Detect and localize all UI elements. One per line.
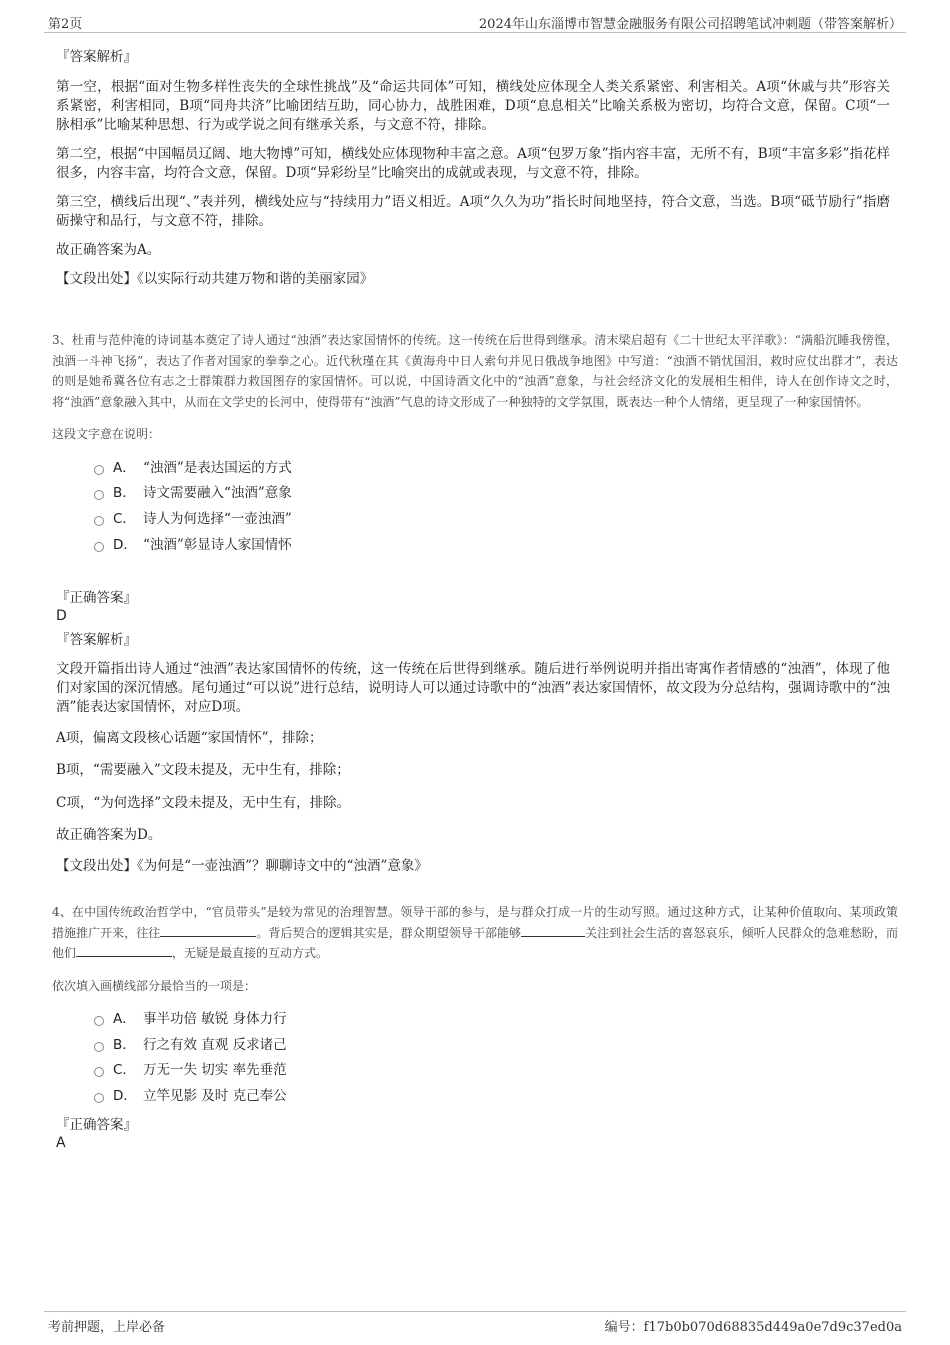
correct-answer-label: 『正确答案』 [56, 1117, 137, 1133]
question-stem [52, 902, 898, 964]
stem-part: 关注到社会生活的喜怒哀乐，倾听人民群众的急难愁盼，而他们 [52, 925, 898, 960]
analysis-paragraph: 文段开篇指出诗人通过“浊酒”表达家国情怀的传统，这一传统在后世得到继承。随后进行举例说明并指出寄寓作者情感的“浊酒”，体现了他们对家国的深沉情感。尾句通过“可以说”进行总结，说明诗人可以通过诗歌中的“浊酒”表达家国情怀，故文段为分总结构，强调诗歌中的“浊酒”能表达家国情怀，对应D项。 [56, 661, 890, 715]
footer-slogan: 考前押题，上岸必备 [48, 1320, 166, 1335]
question-stem: 3、杜甫与范仲淹的诗词基本奠定了诗人通过“浊酒”表达家国情怀的传统。这一传统在后世得到继承。清末梁启超有《二十世纪太平洋歌》：“满船沉睡我傍徨，浊酒一斗神飞扬”，表达了作者对国家的拳拳之心。近代秋瑾在其《黄海舟中日人索句并见日俄战争地图》中写道：“浊酒不销忧国泪，救时应仗出群才”，表达的则是她希冀各位有志之士群策群力救国图存的家国情怀。可以说，中国诗酒文化中的“浊酒”意象，与社会经济文化的发展相生相伴，诗人在创作诗文之时，将“浊酒”意象融入其中，从而在文学史的长河中，使得带有“浊酒”气息的诗文形成了一种独特的文学氛围，既表达一种个人情绪，更呈现了一种家国情怀。 [52, 333, 898, 409]
option-letter: C． [113, 1062, 136, 1079]
option-a[interactable] [94, 459, 898, 485]
option-letter: D． [113, 1088, 137, 1105]
conclusion: 故正确答案为D。 [56, 827, 162, 843]
analysis-paragraph: 第三空，横线后出现“、”表并列，横线处应与“持续用力”语义相近。A项“久久为功”指长时间地坚持，符合文意，当选。B项“砥节励行”指磨砺操守和品行，与文意不符，排除。 [56, 194, 890, 229]
option-text: 诗人为何选择“一壶浊酒” [143, 510, 292, 527]
radio-button-icon[interactable] [94, 1093, 104, 1103]
option-letter: B． [113, 485, 136, 502]
radio-button-icon[interactable] [94, 516, 104, 526]
radio-button-icon[interactable] [94, 490, 104, 500]
fill-blank [76, 944, 172, 957]
source-citation: 【文段出处】《为何是“一壶浊酒”？聊聊诗文中的“浊酒”意象》 [56, 858, 428, 874]
radio-button-icon[interactable] [94, 1016, 104, 1026]
radio-button-icon[interactable] [94, 1067, 104, 1077]
option-c[interactable] [94, 1061, 898, 1087]
radio-button-icon[interactable] [94, 542, 104, 552]
option-text: “浊酒”彰显诗人家国情怀 [143, 536, 292, 553]
analysis-label: 『答案解析』 [56, 49, 137, 65]
option-a[interactable] [94, 1010, 898, 1036]
option-text: 行之有效 直观 反求诸己 [143, 1036, 287, 1053]
analysis-paragraph: B项，“需要融入”文段未提及，无中生有，排除； [56, 762, 350, 778]
option-list [94, 1010, 898, 1113]
correct-answer: A [56, 1135, 66, 1151]
correct-answer: D [56, 608, 67, 624]
option-list [94, 459, 898, 562]
option-text: 事半功倍 敏锐 身体力行 [143, 1011, 287, 1027]
option-letter: D． [113, 536, 137, 553]
page-header [44, 10, 906, 33]
analysis-label: 『答案解析』 [56, 632, 137, 648]
analysis-paragraph: 第一空，根据“面对生物多样性丧失的全球性挑战”及“命运共同体”可知，横线处应体现全人类关系紧密、利害相关。A项“休戚与共”形容关系紧密，利害相同，B项“同舟共济”比喻团结互助，同心协力，战胜困难，D项“息息相关”比喻关系极为密切，均符合文意，保留。C项“一脉相承”比喻某种思想、行为或学说之间有继承关系，与文意不符，排除。 [56, 79, 890, 133]
analysis-paragraph: 第二空，根据“中国幅员辽阔、地大物博”可知，横线处应体现物种丰富之意。A项“包罗万象”指内容丰富，无所不有，B项“丰富多彩”指花样很多，内容丰富，均符合文意，保留。D项“异彩纷呈”比喻突出的成就或表现，与文意不符，排除。 [56, 146, 890, 181]
option-letter: A． [113, 459, 136, 476]
option-d[interactable] [94, 1087, 898, 1113]
fill-blank [160, 924, 256, 937]
option-letter: C． [113, 510, 136, 527]
conclusion: 故正确答案为A。 [56, 242, 161, 258]
option-letter: B． [113, 1036, 136, 1053]
option-text: 诗文需要融入“浊酒”意象 [143, 485, 292, 502]
option-text: “浊酒”是表达国运的方式 [143, 459, 292, 476]
option-c[interactable] [94, 510, 898, 536]
option-b[interactable] [94, 1036, 898, 1062]
q2-analysis-section [56, 48, 890, 299]
correct-answer-label: 『正确答案』 [56, 590, 137, 606]
option-letter: A． [113, 1011, 136, 1027]
option-text: 立竿见影 及时 克己奉公 [143, 1088, 287, 1105]
page-number: 第2页 [48, 17, 83, 32]
analysis-paragraph: C项，“为何选择”文段未提及，无中生有，排除。 [56, 795, 351, 811]
radio-button-icon[interactable] [94, 465, 104, 475]
option-text: 万无一失 切实 率先垂范 [143, 1062, 287, 1079]
stem-part: 。背后契合的逻辑其实是，群众期望领导干部能够 [256, 925, 522, 940]
document-id: 编号：f17b0b070d68835d449a0e7d9c37ed0a [604, 1320, 902, 1335]
source-citation: 【文段出处】《以实际行动共建万物和谐的美丽家园》 [56, 271, 374, 287]
question-3 [52, 330, 898, 561]
document-title: 2024年山东淄博市智慧金融服务有限公司招聘笔试冲刺题（带答案解析） [478, 17, 902, 32]
analysis-paragraph: A项，偏离文段核心话题“家国情怀”，排除； [56, 730, 323, 746]
question-prompt: 这段文字意在说明： [52, 427, 161, 441]
stem-part: ，无疑是最直接的互动方式。 [172, 946, 329, 960]
page-footer [44, 1311, 906, 1338]
radio-button-icon[interactable] [94, 1042, 104, 1052]
question-prompt: 依次填入画横线部分最恰当的一项是： [52, 978, 257, 993]
q3-answer-section [56, 589, 890, 886]
q4-answer-section [56, 1116, 890, 1158]
fill-blank [521, 924, 585, 937]
option-b[interactable] [94, 484, 898, 510]
question-4 [52, 902, 898, 1113]
stem-part: 4、在中国传统政治哲学中，“官员带头”是较为常见的治理智慧。领导干部的参与，是与群众打成一片的生动写照。通过这种方式，让某种价值取向、某项政策措施推广开来，往往 [52, 905, 898, 940]
option-d[interactable] [94, 536, 898, 562]
